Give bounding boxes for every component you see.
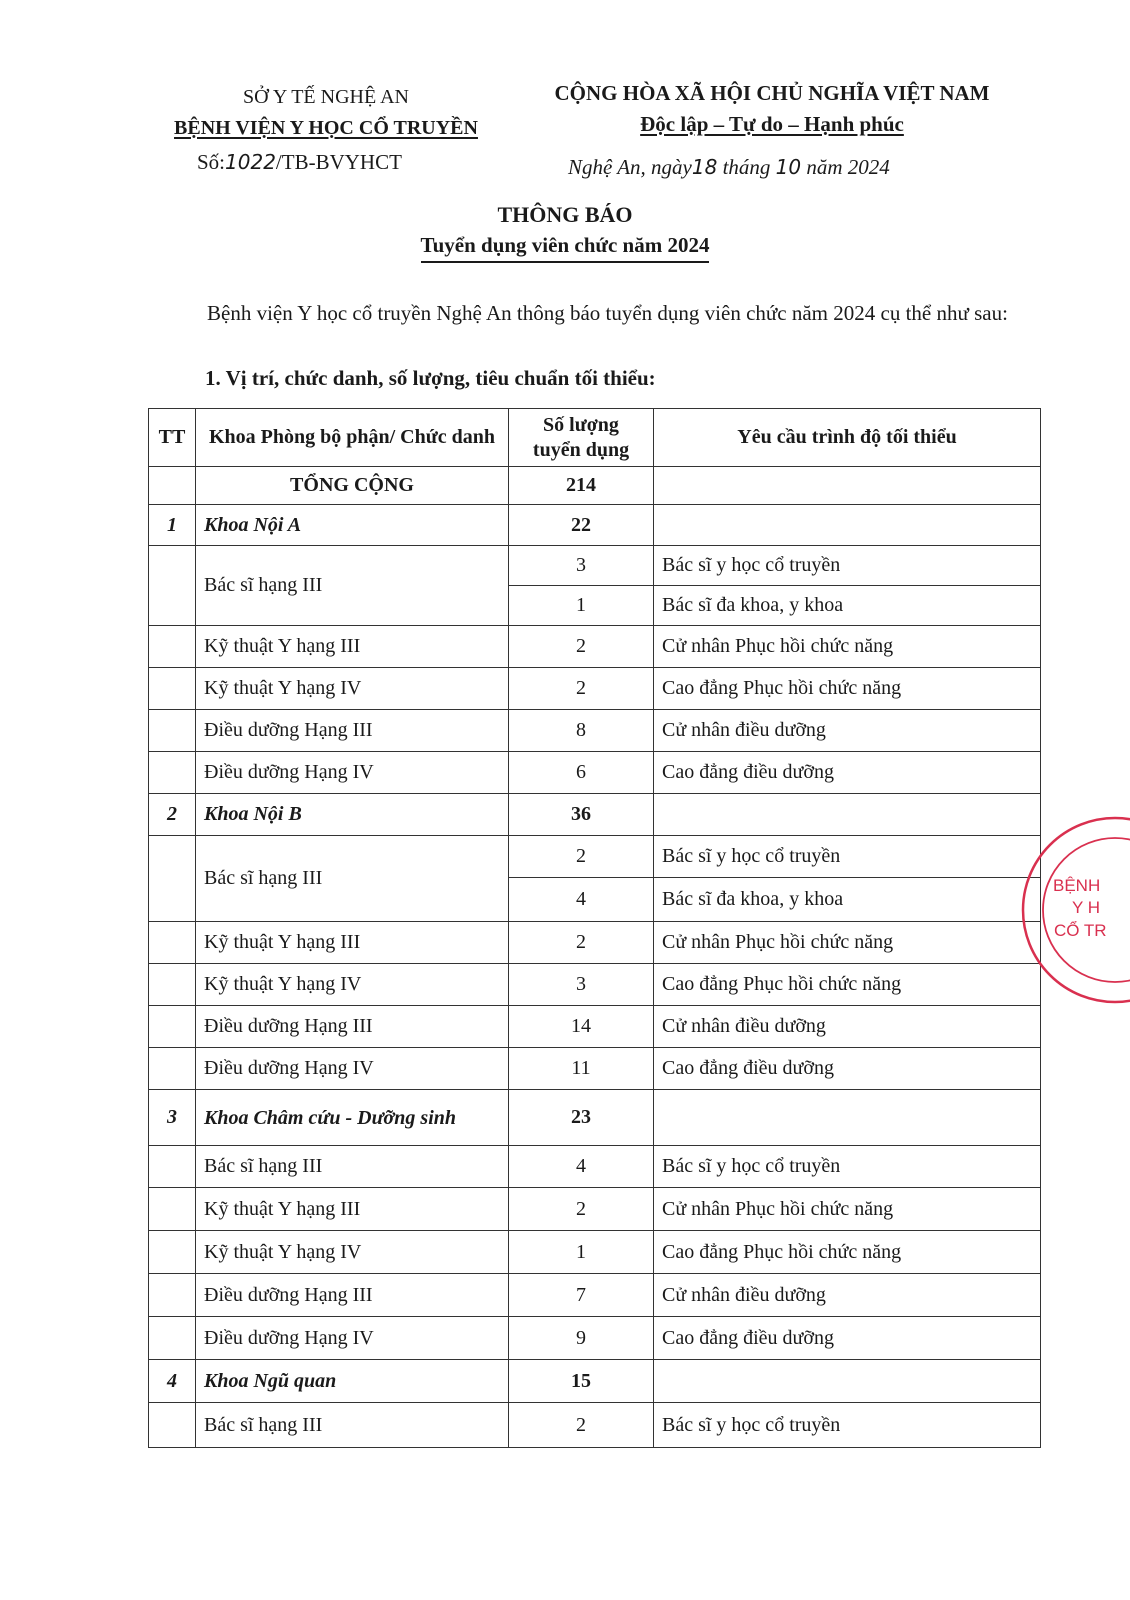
date-suffix: năm 2024 bbox=[806, 155, 890, 179]
row-position: Kỹ thuật Y hạng III bbox=[196, 922, 509, 964]
row-requirement: Bác sĩ y học cổ truyền bbox=[654, 546, 1041, 586]
row-tt bbox=[149, 1403, 196, 1448]
dept-name: Khoa Nội B bbox=[196, 794, 509, 836]
stamp-text-2: Y H bbox=[1072, 898, 1101, 917]
issuer-department: SỞ Y TẾ NGHỆ AN bbox=[243, 86, 409, 108]
row-position: Điều dưỡng Hạng III bbox=[196, 1006, 509, 1048]
row-quantity: 3 bbox=[509, 546, 654, 586]
title-main: THÔNG BÁO bbox=[497, 202, 633, 227]
issuer-hospital bbox=[138, 113, 514, 144]
department-row bbox=[149, 1360, 1041, 1403]
row-quantity: 7 bbox=[509, 1274, 654, 1317]
department-row bbox=[149, 505, 1041, 546]
dept-name: Khoa Châm cứu - Dưỡng sinh bbox=[196, 1090, 509, 1146]
place-date bbox=[568, 155, 890, 180]
row-position: Điều dưỡng Hạng IV bbox=[196, 1048, 509, 1090]
row-position: Kỹ thuật Y hạng IV bbox=[196, 1231, 509, 1274]
department-row bbox=[149, 1090, 1041, 1146]
dept-tt: 4 bbox=[149, 1360, 196, 1403]
header-position: Khoa Phòng bộ phận/ Chức danh bbox=[196, 409, 509, 467]
row-tt bbox=[149, 710, 196, 752]
total-row bbox=[149, 467, 1041, 505]
header-quantity: Số lượng tuyển dụng bbox=[509, 409, 654, 467]
row-tt bbox=[149, 964, 196, 1006]
row-position: Kỹ thuật Y hạng III bbox=[196, 1188, 509, 1231]
row-requirement: Cử nhân Phục hồi chức năng bbox=[654, 922, 1041, 964]
total-requirement bbox=[654, 467, 1041, 505]
stamp-text-3: CỔ TR bbox=[1054, 921, 1107, 940]
dept-quantity: 22 bbox=[509, 505, 654, 546]
official-stamp bbox=[1020, 815, 1130, 1005]
row-tt bbox=[149, 1231, 196, 1274]
total-label: TỔNG CỘNG bbox=[196, 467, 509, 505]
row-requirement: Cao đẳng điều dưỡng bbox=[654, 1048, 1041, 1090]
dept-tt: 2 bbox=[149, 794, 196, 836]
row-quantity: 9 bbox=[509, 1317, 654, 1360]
date-month: 10 bbox=[775, 155, 802, 179]
row-quantity: 6 bbox=[509, 752, 654, 794]
national-motto bbox=[527, 78, 1017, 140]
stamp-text-1: BỆNH bbox=[1053, 876, 1101, 895]
table-row bbox=[149, 668, 1041, 710]
row-quantity: 2 bbox=[509, 1188, 654, 1231]
row-position: Kỹ thuật Y hạng IV bbox=[196, 668, 509, 710]
dept-requirement bbox=[654, 505, 1041, 546]
row-tt bbox=[149, 1274, 196, 1317]
row-quantity: 2 bbox=[509, 1403, 654, 1448]
row-requirement: Cao đẳng Phục hồi chức năng bbox=[654, 668, 1041, 710]
row-requirement: Bác sĩ y học cổ truyền bbox=[654, 1403, 1041, 1448]
row-requirement: Bác sĩ y học cổ truyền bbox=[654, 1146, 1041, 1188]
date-day: 18 bbox=[691, 155, 718, 179]
row-quantity: 4 bbox=[509, 1146, 654, 1188]
table-row bbox=[149, 710, 1041, 752]
row-quantity: 1 bbox=[509, 1231, 654, 1274]
row-tt bbox=[149, 668, 196, 710]
dept-name: Khoa Ngũ quan bbox=[196, 1360, 509, 1403]
row-position: Điều dưỡng Hạng III bbox=[196, 710, 509, 752]
table-header-row bbox=[149, 409, 1041, 467]
row-requirement: Bác sĩ đa khoa, y khoa bbox=[654, 878, 1041, 922]
row-position: Bác sĩ hạng III bbox=[196, 1146, 509, 1188]
row-requirement: Cử nhân Phục hồi chức năng bbox=[654, 626, 1041, 668]
row-requirement: Cao đẳng điều dưỡng bbox=[654, 1317, 1041, 1360]
row-quantity: 2 bbox=[509, 626, 654, 668]
row-quantity: 2 bbox=[509, 668, 654, 710]
country-name: CỘNG HÒA XÃ HỘI CHỦ NGHĨA VIỆT NAM bbox=[554, 81, 990, 105]
row-position: Kỹ thuật Y hạng III bbox=[196, 626, 509, 668]
title-sub: Tuyển dụng viên chức năm 2024 bbox=[421, 230, 710, 263]
header-requirement: Yêu cầu trình độ tối thiểu bbox=[654, 409, 1041, 467]
dept-quantity: 23 bbox=[509, 1090, 654, 1146]
dept-tt: 3 bbox=[149, 1090, 196, 1146]
dept-name: Khoa Nội A bbox=[196, 505, 509, 546]
table-row bbox=[149, 1403, 1041, 1448]
row-quantity: 14 bbox=[509, 1006, 654, 1048]
date-mid: tháng bbox=[722, 155, 771, 179]
row-tt bbox=[149, 836, 196, 922]
dept-requirement bbox=[654, 1090, 1041, 1146]
row-tt bbox=[149, 1317, 196, 1360]
row-requirement: Cao đẳng điều dưỡng bbox=[654, 752, 1041, 794]
row-tt bbox=[149, 752, 196, 794]
table-row bbox=[149, 1231, 1041, 1274]
row-quantity: 4 bbox=[509, 878, 654, 922]
total-tt bbox=[149, 467, 196, 505]
table-row bbox=[149, 922, 1041, 964]
dept-tt: 1 bbox=[149, 505, 196, 546]
row-tt bbox=[149, 922, 196, 964]
row-position: Bác sĩ hạng III bbox=[196, 836, 509, 922]
total-value: 214 bbox=[509, 467, 654, 505]
row-position: Điều dưỡng Hạng III bbox=[196, 1274, 509, 1317]
row-position: Điều dưỡng Hạng IV bbox=[196, 1317, 509, 1360]
row-tt bbox=[149, 626, 196, 668]
table-row bbox=[149, 546, 1041, 586]
table-row bbox=[149, 836, 1041, 878]
row-requirement: Cử nhân điều dưỡng bbox=[654, 1006, 1041, 1048]
issuer-hospital-name: BỆNH VIỆN Y HỌC CỔ TRUYỀN bbox=[174, 117, 478, 139]
row-quantity: 2 bbox=[509, 922, 654, 964]
row-position: Bác sĩ hạng III bbox=[196, 1403, 509, 1448]
row-quantity: 1 bbox=[509, 586, 654, 626]
row-tt bbox=[149, 546, 196, 626]
row-tt bbox=[149, 1006, 196, 1048]
row-requirement: Cử nhân điều dưỡng bbox=[654, 1274, 1041, 1317]
row-tt bbox=[149, 1048, 196, 1090]
date-prefix: Nghệ An, ngày bbox=[568, 155, 692, 179]
row-tt bbox=[149, 1146, 196, 1188]
motto: Độc lập – Tự do – Hạnh phúc bbox=[640, 112, 904, 136]
row-position: Bác sĩ hạng III bbox=[196, 546, 509, 626]
row-quantity: 8 bbox=[509, 710, 654, 752]
header-tt: TT bbox=[149, 409, 196, 467]
row-requirement: Bác sĩ đa khoa, y khoa bbox=[654, 586, 1041, 626]
table-row bbox=[149, 626, 1041, 668]
row-tt bbox=[149, 1188, 196, 1231]
table-row bbox=[149, 1146, 1041, 1188]
table-row bbox=[149, 1048, 1041, 1090]
section-heading: 1. Vị trí, chức danh, số lượng, tiêu chuẩn tối thiểu: bbox=[205, 366, 656, 390]
dept-quantity: 36 bbox=[509, 794, 654, 836]
intro-paragraph: Bệnh viện Y học cổ truyền Nghệ An thông báo tuyển dụng viên chức năm 2024 cụ thể như sau: bbox=[207, 301, 1008, 325]
table-row bbox=[149, 964, 1041, 1006]
table-row bbox=[149, 1317, 1041, 1360]
table-row bbox=[149, 1006, 1041, 1048]
dept-quantity: 15 bbox=[509, 1360, 654, 1403]
row-requirement: Cao đẳng Phục hồi chức năng bbox=[654, 1231, 1041, 1274]
row-quantity: 3 bbox=[509, 964, 654, 1006]
table-row bbox=[149, 752, 1041, 794]
row-requirement: Cao đẳng Phục hồi chức năng bbox=[654, 964, 1041, 1006]
doc-no-suffix: /TB-BVYHCT bbox=[275, 150, 402, 174]
row-requirement: Cử nhân Phục hồi chức năng bbox=[654, 1188, 1041, 1231]
row-position: Điều dưỡng Hạng IV bbox=[196, 752, 509, 794]
doc-no-prefix: Số: bbox=[197, 150, 226, 174]
row-quantity: 11 bbox=[509, 1048, 654, 1090]
issuer-block bbox=[138, 82, 514, 144]
table-row bbox=[149, 1274, 1041, 1317]
dept-requirement bbox=[654, 1360, 1041, 1403]
notice-title bbox=[0, 200, 1130, 263]
row-position: Kỹ thuật Y hạng IV bbox=[196, 964, 509, 1006]
recruitment-table bbox=[148, 408, 1041, 1448]
row-requirement: Cử nhân điều dưỡng bbox=[654, 710, 1041, 752]
dept-requirement bbox=[654, 794, 1041, 836]
doc-no-handwritten: 1022 bbox=[225, 150, 276, 174]
document-number bbox=[197, 150, 402, 175]
department-row bbox=[149, 794, 1041, 836]
row-quantity: 2 bbox=[509, 836, 654, 878]
table-row bbox=[149, 1188, 1041, 1231]
row-requirement: Bác sĩ y học cổ truyền bbox=[654, 836, 1041, 878]
